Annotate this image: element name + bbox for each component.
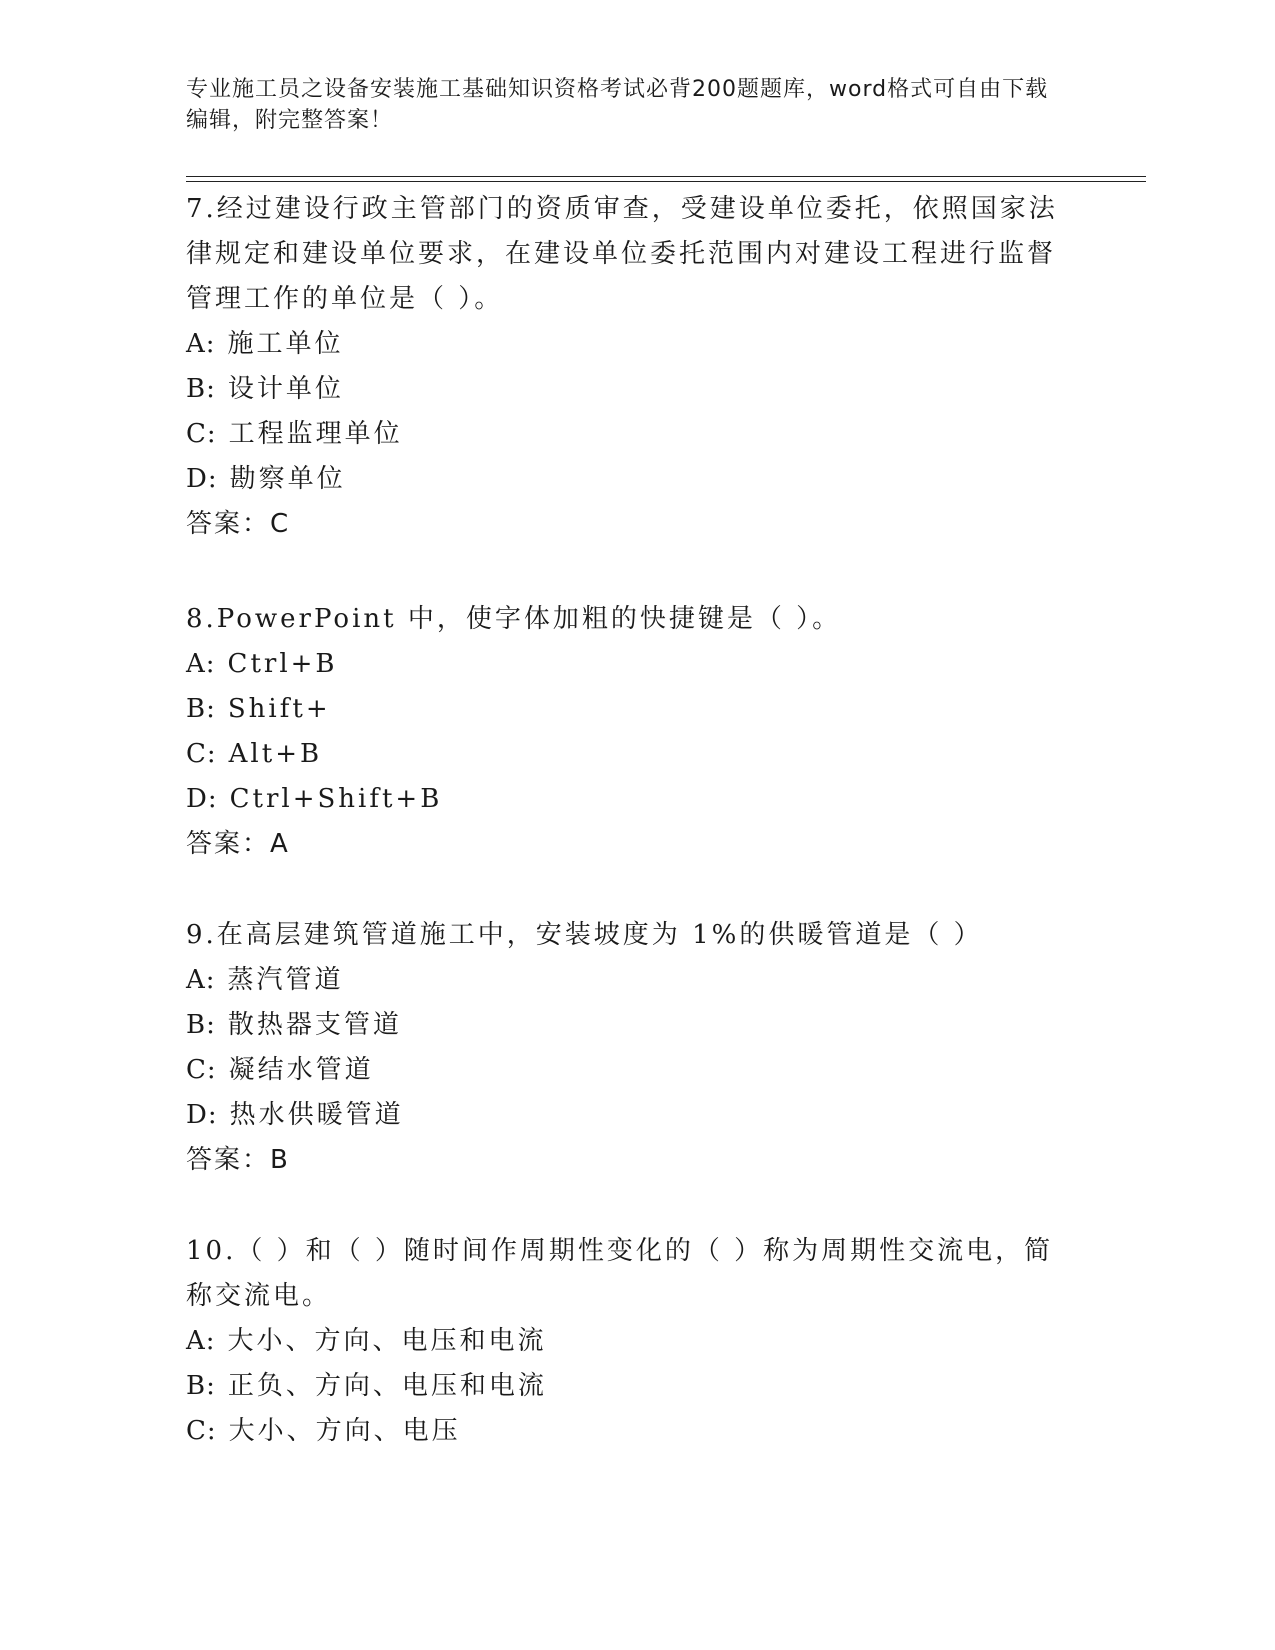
option-letter: C:: [186, 419, 217, 449]
header-divider-bottom: [186, 181, 1146, 182]
option-b: [186, 687, 1066, 732]
option-text: 散热器支管道: [227, 1010, 402, 1040]
option-letter: B:: [186, 374, 216, 404]
question-9: [186, 913, 1066, 1183]
option-letter: A:: [186, 965, 216, 995]
question-8: [186, 597, 1066, 867]
option-text: 大小、方向、电压: [228, 1416, 461, 1446]
document-header: 专业施工员之设备安装施工基础知识资格考试必背200题题库，word格式可自由下载编辑，附完整答案！: [186, 77, 1049, 133]
question-stem: 7.经过建设行政主管部门的资质审查，受建设单位委托，依照国家法律规定和建设单位要求，在建设单位委托范围内对建设工程进行监督管理工作的单位是（ ）。: [186, 194, 1058, 314]
question-7: [186, 187, 1066, 547]
option-text: 设计单位: [227, 374, 344, 404]
option-letter: C:: [186, 1416, 217, 1446]
option-c: [186, 1409, 1066, 1454]
option-letter: C:: [186, 739, 217, 769]
option-a: [186, 642, 1066, 687]
option-c: [186, 1048, 1066, 1093]
option-c: [186, 732, 1066, 777]
question-10: [186, 1229, 1066, 1454]
header-divider-top: [186, 176, 1146, 177]
option-text: 蒸汽管道: [227, 965, 344, 995]
option-letter: C:: [186, 1055, 217, 1085]
option-d: [186, 457, 1066, 502]
option-letter: B:: [186, 694, 216, 724]
option-letter: A:: [186, 329, 216, 359]
option-letter: D:: [186, 464, 218, 494]
option-b: [186, 1364, 1066, 1409]
option-text: 热水供暖管道: [229, 1100, 404, 1130]
option-text: Alt+B: [228, 739, 323, 769]
option-a: [186, 322, 1066, 367]
option-text: 施工单位: [227, 329, 344, 359]
option-text: 大小、方向、电压和电流: [227, 1326, 547, 1356]
question-stem: 10.（ ）和（ ）随时间作周期性变化的（ ）称为周期性交流电，简称交流电。: [186, 1236, 1054, 1311]
option-letter: A:: [186, 1326, 216, 1356]
option-text: Ctrl+Shift+B: [229, 784, 443, 814]
option-text: 凝结水管道: [228, 1055, 374, 1085]
option-letter: B:: [186, 1371, 216, 1401]
answer-line: 答案：B: [186, 1145, 290, 1175]
option-text: Ctrl+B: [227, 649, 338, 679]
answer-line: 答案：A: [186, 829, 290, 859]
option-d: [186, 1093, 1066, 1138]
option-a: [186, 958, 1066, 1003]
option-text: 勘察单位: [229, 464, 346, 494]
option-d: [186, 777, 1066, 822]
option-text: 正负、方向、电压和电流: [227, 1371, 547, 1401]
option-text: 工程监理单位: [228, 419, 403, 449]
option-a: [186, 1319, 1066, 1364]
option-text: Shift+: [227, 694, 331, 724]
option-b: [186, 367, 1066, 412]
option-letter: A:: [186, 649, 216, 679]
option-letter: D:: [186, 784, 218, 814]
answer-line: 答案：C: [186, 509, 291, 539]
question-stem: 9.在高层建筑管道施工中，安装坡度为 1%的供暖管道是（ ）: [186, 920, 983, 950]
question-stem: 8.PowerPoint 中，使字体加粗的快捷键是（ ）。: [186, 604, 842, 634]
option-b: [186, 1003, 1066, 1048]
option-letter: D:: [186, 1100, 218, 1130]
option-letter: B:: [186, 1010, 216, 1040]
option-c: [186, 412, 1066, 457]
